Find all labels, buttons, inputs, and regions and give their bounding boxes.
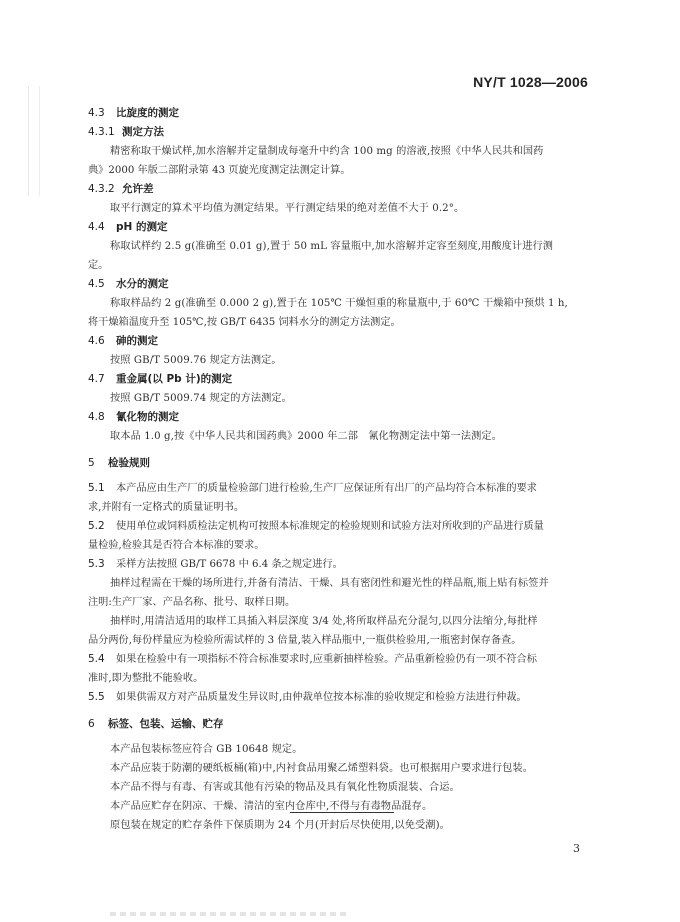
heading-4-7 xyxy=(88,370,596,389)
paragraph-line: 抽样时,用清洁适用的取样工具插入料层深度 3/4 处,将所取样品充分混匀,以四分法缩分,每批样 xyxy=(110,616,538,627)
heading-title: pH 的测定 xyxy=(116,221,168,233)
heading-title: 检验规则 xyxy=(108,457,150,469)
heading-4-3-1 xyxy=(88,123,596,142)
clause-number-text: 5.1 xyxy=(88,482,105,494)
heading-number: 5 xyxy=(88,457,95,469)
paragraph-line: 精密称取干燥试样,加水溶解并定量制成每毫升中约含 100 mg 的溶液,按照《中华人民共和国药 xyxy=(110,146,544,157)
heading-number: 4.3 xyxy=(88,107,105,119)
paragraph-line: 取平行测定的算术平均值为测定结果。平行测定结果的绝对差值不大于 0.2°。 xyxy=(110,203,465,214)
paragraph-line: 按照 GB/T 5009.76 规定方法测定。 xyxy=(110,355,282,366)
clause-number-text: 5.5 xyxy=(88,691,105,703)
clause-5-2 xyxy=(88,517,596,536)
heading-title: 测定方法 xyxy=(122,126,164,138)
heading-title: 比旋度的测定 xyxy=(116,107,179,119)
clause-5-5 xyxy=(88,688,596,707)
clause-number-text: 5.4 xyxy=(88,653,105,665)
heading-number: 4.3.2 xyxy=(88,183,115,195)
paragraph-line: 求,并附有一定格式的质量证明书。 xyxy=(88,502,245,513)
heading-title: 砷的测定 xyxy=(116,335,158,347)
heading-4-8 xyxy=(88,408,596,427)
clause-number xyxy=(88,691,116,703)
heading-title: 重金属(以 Pb 计)的测定 xyxy=(116,373,233,385)
heading-title: 允许差 xyxy=(122,183,154,195)
clause-number-text: 5.2 xyxy=(88,520,105,532)
paragraph-line: 称取样品约 2 g(准确至 0.000 2 g),置于在 105℃ 干燥恒重的称量瓶中,于 60℃ 干燥箱中预烘 1 h, xyxy=(110,298,568,309)
page-number: 3 xyxy=(573,842,580,855)
paragraph-line: 量检验,检验其是否符合本标准的要求。 xyxy=(88,540,265,551)
heading-number: 4.3.1 xyxy=(88,126,115,138)
clause-number-text: 5.3 xyxy=(88,558,105,570)
paragraph-line: 准时,即为整批不能验收。 xyxy=(88,673,204,684)
heading-4-4 xyxy=(88,218,596,237)
paragraph-line: 本产品应装于防潮的硬纸板桶(箱)中,内衬食品用聚乙烯塑料袋。也可根据用户要求进行包装。 xyxy=(110,763,533,774)
paragraph-line: 注明:生产厂家、产品名称、批号、取样日期。 xyxy=(88,597,296,608)
scan-bleed-mark xyxy=(28,86,40,196)
paragraph-line: 本产品应贮存在阴凉、干燥、清洁的室内仓库中,不得与有毒物品混存。 xyxy=(110,801,433,812)
heading-number: 4.4 xyxy=(88,221,105,233)
heading-number: 6 xyxy=(88,718,95,730)
clause-number xyxy=(88,558,116,570)
clause-number xyxy=(88,482,116,494)
paragraph-line: 原包装在规定的贮存条件下保质期为 24 个月(开封后尽快使用,以免受潮)。 xyxy=(110,820,450,831)
paragraph-line: 抽样过程需在干燥的场所进行,并备有清洁、干燥、具有密闭性和避光性的样品瓶,瓶上贴有标签并 xyxy=(110,578,549,589)
heading-5 xyxy=(88,454,596,473)
end-rule xyxy=(290,812,394,813)
clause-5-1 xyxy=(88,479,596,498)
clause-text: 如果在检验中有一项指标不符合标准要求时,应重新抽样检验。产品重新检验仍有一项不符合标 xyxy=(116,654,537,665)
standard-code: NY/T 1028—2006 xyxy=(473,74,588,90)
clause-number xyxy=(88,653,116,665)
paragraph-line: 品分两份,每份样量应为检验所需试样的 3 倍量,装入样品瓶中,一瓶供检验用,一瓶密封保存备查。 xyxy=(88,635,522,646)
heading-4-3-2 xyxy=(88,180,596,199)
paragraph-line: 本产品包装标签应符合 GB 10648 规定。 xyxy=(110,744,303,755)
heading-4-3 xyxy=(88,104,596,123)
paragraph-line: 定。 xyxy=(88,260,109,271)
heading-title: 氰化物的测定 xyxy=(116,411,179,423)
heading-4-5 xyxy=(88,275,596,294)
heading-title: 标签、包装、运输、贮存 xyxy=(108,718,224,730)
paragraph-line: 按照 GB/T 5009.74 规定的方法测定。 xyxy=(110,393,292,404)
paragraph-line: 取本品 1.0 g,按《中华人民共和国药典》2000 年二部 氰化物测定法中第一法测定。 xyxy=(110,431,502,442)
clause-text: 如果供需双方对产品质量发生异议时,由仲裁单位按本标准的验收规定和检验方法进行仲裁。 xyxy=(116,692,527,703)
heading-number: 4.5 xyxy=(88,278,105,290)
clause-text: 使用单位或饲料质检法定机构可按照本标准规定的检验规则和试验方法对所收到的产品进行质量 xyxy=(116,521,544,532)
clause-5-3 xyxy=(88,555,596,574)
paragraph-line: 将干燥箱温度升至 105℃,按 GB/T 6435 饲料水分的测定方法测定。 xyxy=(88,317,401,328)
heading-number: 4.7 xyxy=(88,373,105,385)
scan-bleed-bottom xyxy=(110,912,350,916)
heading-6 xyxy=(88,715,596,734)
heading-4-6 xyxy=(88,332,596,351)
clause-5-4 xyxy=(88,650,596,669)
heading-number: 4.8 xyxy=(88,411,105,423)
document-body xyxy=(88,104,596,835)
heading-title: 水分的测定 xyxy=(116,278,169,290)
clause-text: 本产品应由生产厂的质量检验部门进行检验,生产厂应保证所有出厂的产品均符合本标准的要求 xyxy=(116,483,537,494)
paragraph-line: 典》2000 年版二部附录第 43 页旋光度测定法测定计算。 xyxy=(88,165,351,176)
clause-text: 采样方法按照 GB/T 6678 中 6.4 条之规定进行。 xyxy=(116,559,343,570)
clause-number xyxy=(88,520,116,532)
paragraph-line: 称取试样约 2.5 g(准确至 0.01 g),置于 50 mL 容量瓶中,加水溶解并定容至刻度,用酸度计进行测 xyxy=(110,241,554,252)
paragraph-line: 本产品不得与有毒、有害或其他有污染的物品及具有氧化性物质混装、合运。 xyxy=(110,782,460,793)
heading-number: 4.6 xyxy=(88,335,105,347)
